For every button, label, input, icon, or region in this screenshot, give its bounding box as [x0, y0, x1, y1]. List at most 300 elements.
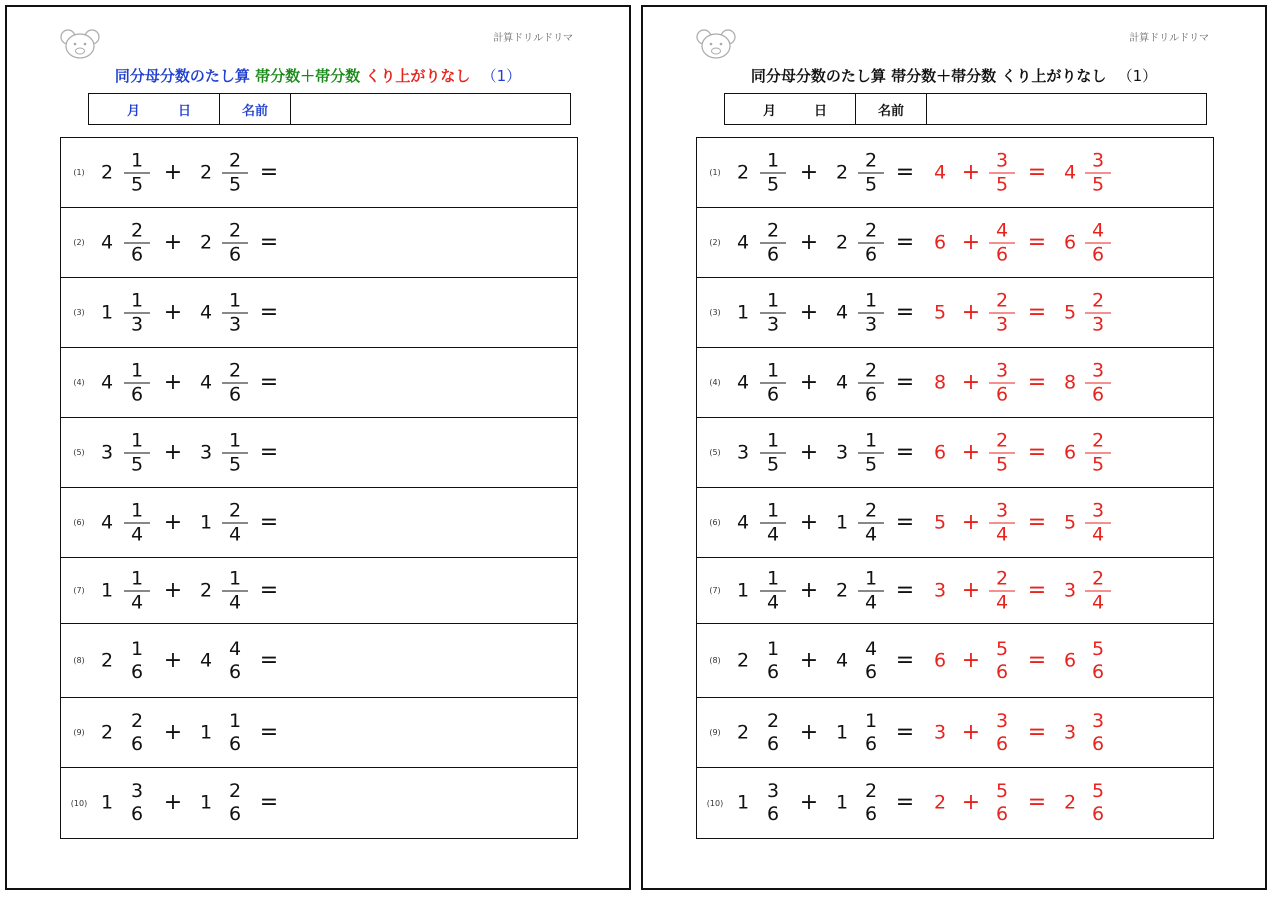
numerator: 1 [130, 637, 144, 660]
equals-sign: = [895, 299, 915, 325]
whole-1: 1 [100, 791, 114, 814]
brand-name: 計算ドリルドリマ [1129, 33, 1209, 44]
final-answer-whole: 5 [1063, 511, 1077, 533]
denominator: 5 [995, 173, 1009, 195]
equals-sign: = [259, 439, 279, 465]
fraction-2 [222, 501, 248, 544]
denominator: 3 [1091, 313, 1105, 335]
equals-sign: = [1027, 229, 1047, 255]
answer-row [697, 278, 1213, 348]
name-date-box [88, 93, 571, 125]
numerator: 1 [760, 431, 786, 453]
denominator: 6 [130, 732, 144, 755]
problem-number: (9) [709, 728, 721, 737]
plus-sign: + [961, 229, 981, 255]
denominator: 6 [864, 243, 878, 265]
numerator: 2 [858, 361, 884, 383]
numerator: 1 [222, 431, 248, 453]
date-cell [725, 94, 856, 124]
numerator: 2 [222, 361, 248, 383]
fraction-1 [124, 569, 150, 612]
name-field[interactable] [291, 94, 570, 124]
answer-row [697, 348, 1213, 418]
fraction-1 [124, 501, 150, 544]
numerator: 1 [766, 637, 780, 660]
numerator: 1 [760, 291, 786, 313]
fraction-2 [858, 637, 884, 683]
numerator: 5 [995, 780, 1009, 802]
fraction-1 [124, 291, 150, 334]
answer-fraction-sum [989, 709, 1015, 755]
fraction-2 [858, 291, 884, 334]
title-condition: くり上がりなし [1001, 67, 1107, 85]
problem-row [61, 278, 577, 348]
final-answer-whole: 2 [1063, 791, 1077, 814]
numerator: 1 [124, 569, 150, 591]
numerator: 1 [124, 431, 150, 453]
plus-sign: + [163, 719, 183, 745]
fraction-1 [124, 361, 150, 404]
plus-sign: + [799, 159, 819, 185]
numerator: 3 [995, 709, 1009, 732]
denominator: 5 [1091, 173, 1105, 195]
final-answer-fraction [1085, 431, 1111, 474]
denominator: 5 [995, 453, 1009, 475]
name-field[interactable] [927, 94, 1206, 124]
numerator: 2 [858, 501, 884, 523]
fraction-1 [124, 709, 150, 755]
worksheet-answers-page [641, 5, 1267, 890]
equals-sign: = [1027, 509, 1047, 535]
answer-whole-sum: 5 [933, 301, 947, 323]
answer-whole-sum: 6 [933, 649, 947, 671]
fraction-1 [124, 782, 150, 824]
fraction-1 [760, 501, 786, 544]
equals-sign: = [259, 229, 279, 255]
plus-sign: + [163, 439, 183, 465]
numerator: 3 [1085, 361, 1111, 383]
whole-2: 4 [835, 649, 849, 671]
problem-number: (6) [73, 518, 85, 527]
final-answer-fraction [1085, 291, 1111, 334]
problem-row [61, 488, 577, 558]
numerator: 1 [760, 569, 786, 591]
whole-2: 2 [199, 161, 213, 183]
denominator: 4 [228, 591, 242, 613]
numerator: 2 [222, 501, 248, 523]
problem-row [61, 348, 577, 418]
denominator: 4 [130, 591, 144, 613]
numerator: 1 [864, 709, 878, 732]
numerator: 4 [864, 637, 878, 660]
title-number: （1） [481, 67, 522, 85]
plus-sign: + [799, 509, 819, 535]
problem-row [61, 208, 577, 278]
equals-sign: = [1027, 719, 1047, 745]
denominator: 6 [766, 732, 780, 755]
whole-2: 2 [835, 579, 849, 601]
numerator: 3 [989, 501, 1015, 523]
whole-2: 4 [835, 371, 849, 393]
answer-fraction-sum [989, 361, 1015, 404]
denominator: 3 [130, 313, 144, 335]
equals-sign: = [1027, 647, 1047, 673]
denominator: 3 [995, 313, 1009, 335]
whole-2: 2 [835, 161, 849, 183]
plus-sign: + [163, 577, 183, 603]
problem-row [61, 418, 577, 488]
final-answer-whole: 6 [1063, 649, 1077, 671]
problem-number: (5) [73, 448, 85, 457]
final-answer-fraction [1085, 782, 1111, 824]
fraction-2 [858, 361, 884, 404]
whole-2: 1 [835, 721, 849, 743]
fraction-2 [222, 431, 248, 474]
answer-whole-sum: 6 [933, 231, 947, 253]
equals-sign: = [1027, 369, 1047, 395]
final-answer-fraction [1085, 709, 1111, 755]
numerator: 2 [222, 151, 248, 173]
name-label: 名前 [220, 94, 291, 124]
numerator: 1 [124, 151, 150, 173]
numerator: 2 [760, 221, 786, 243]
equals-sign: = [895, 159, 915, 185]
equals-sign: = [259, 299, 279, 325]
answer-fraction-sum [989, 782, 1015, 824]
whole-2: 2 [199, 579, 213, 601]
plus-sign: + [799, 229, 819, 255]
problem-number: (3) [73, 308, 85, 317]
whole-2: 4 [199, 649, 213, 671]
equals-sign: = [259, 577, 279, 603]
answer-list [696, 137, 1214, 839]
denominator: 4 [766, 591, 780, 613]
numerator: 3 [766, 780, 780, 802]
worksheet-problems-page [5, 5, 631, 890]
problem-number: (3) [709, 308, 721, 317]
numerator: 1 [858, 431, 884, 453]
answer-whole-sum: 2 [933, 791, 947, 814]
numerator: 1 [228, 709, 242, 732]
problem-number: (4) [709, 378, 721, 387]
answer-fraction-sum [989, 569, 1015, 612]
final-answer-fraction [1085, 637, 1111, 683]
whole-1: 4 [736, 231, 750, 253]
whole-1: 4 [100, 511, 114, 533]
fraction-2 [222, 151, 248, 194]
title-number: （1） [1117, 67, 1158, 85]
denominator: 4 [864, 523, 878, 545]
whole-2: 1 [199, 511, 213, 533]
plus-sign: + [799, 719, 819, 745]
numerator: 2 [989, 291, 1015, 313]
denominator: 6 [130, 243, 144, 265]
answer-whole-sum: 6 [933, 441, 947, 463]
final-answer-whole: 6 [1063, 231, 1077, 253]
whole-1: 2 [736, 721, 750, 743]
numerator: 2 [1085, 291, 1111, 313]
denominator: 6 [995, 660, 1009, 683]
whole-1: 1 [100, 579, 114, 601]
fraction-2 [222, 709, 248, 755]
plus-sign: + [799, 790, 819, 815]
bear-logo-icon [59, 27, 101, 61]
plus-sign: + [961, 509, 981, 535]
denominator: 6 [864, 732, 878, 755]
denominator: 4 [766, 523, 780, 545]
fraction-2 [222, 637, 248, 683]
title-topic: 同分母分数のたし算 [750, 67, 886, 85]
answer-row [697, 208, 1213, 278]
final-answer-whole: 6 [1063, 441, 1077, 463]
equals-sign: = [259, 509, 279, 535]
plus-sign: + [163, 509, 183, 535]
whole-2: 1 [835, 791, 849, 814]
numerator: 1 [124, 291, 150, 313]
problem-row [61, 624, 577, 698]
denominator: 4 [1091, 591, 1105, 613]
denominator: 6 [995, 803, 1009, 825]
final-answer-whole: 4 [1063, 161, 1077, 183]
answer-row [697, 558, 1213, 624]
numerator: 3 [989, 361, 1015, 383]
month-label: 月 [762, 103, 776, 119]
equals-sign: = [895, 577, 915, 603]
whole-2: 4 [199, 301, 213, 323]
numerator: 3 [989, 151, 1015, 173]
equals-sign: = [1027, 577, 1047, 603]
whole-1: 1 [736, 301, 750, 323]
fraction-2 [222, 221, 248, 264]
plus-sign: + [163, 369, 183, 395]
denominator: 6 [864, 803, 878, 825]
answer-row [697, 624, 1213, 698]
numerator: 2 [124, 221, 150, 243]
fraction-1 [124, 151, 150, 194]
denominator: 4 [1091, 523, 1105, 545]
whole-1: 4 [100, 231, 114, 253]
numerator: 3 [1085, 151, 1111, 173]
equals-sign: = [895, 790, 915, 815]
denominator: 6 [864, 383, 878, 405]
denominator: 4 [864, 591, 878, 613]
denominator: 6 [130, 383, 144, 405]
fraction-1 [760, 221, 786, 264]
name-label: 名前 [856, 94, 927, 124]
brand-name: 計算ドリルドリマ [493, 33, 573, 44]
problem-number: (10) [70, 798, 88, 808]
denominator: 6 [1091, 243, 1105, 265]
answer-row [697, 138, 1213, 208]
whole-2: 1 [199, 791, 213, 814]
equals-sign: = [259, 647, 279, 673]
answer-row [697, 768, 1213, 838]
numerator: 1 [760, 361, 786, 383]
denominator: 5 [864, 173, 878, 195]
denominator: 6 [228, 383, 242, 405]
equals-sign: = [895, 647, 915, 673]
numerator: 3 [1091, 709, 1105, 732]
numerator: 1 [124, 501, 150, 523]
denominator: 6 [1091, 803, 1105, 825]
whole-1: 3 [736, 441, 750, 463]
whole-1: 2 [100, 721, 114, 743]
denominator: 5 [766, 173, 780, 195]
final-answer-whole: 5 [1063, 301, 1077, 323]
plus-sign: + [961, 790, 981, 815]
fraction-2 [858, 221, 884, 264]
plus-sign: + [163, 299, 183, 325]
answer-whole-sum: 3 [933, 721, 947, 743]
fraction-2 [858, 782, 884, 824]
numerator: 1 [760, 501, 786, 523]
whole-2: 1 [835, 511, 849, 533]
denominator: 4 [995, 523, 1009, 545]
numerator: 2 [858, 221, 884, 243]
equals-sign: = [259, 719, 279, 745]
whole-2: 2 [835, 231, 849, 253]
fraction-2 [858, 501, 884, 544]
numerator: 2 [228, 780, 242, 802]
problem-number: (2) [73, 238, 85, 247]
equals-sign: = [1027, 159, 1047, 185]
final-answer-whole: 3 [1063, 579, 1077, 601]
problem-row [61, 138, 577, 208]
plus-sign: + [961, 369, 981, 395]
plus-sign: + [961, 647, 981, 673]
whole-1: 1 [736, 791, 750, 814]
whole-1: 3 [100, 441, 114, 463]
fraction-2 [222, 782, 248, 824]
whole-2: 4 [835, 301, 849, 323]
denominator: 5 [228, 453, 242, 475]
denominator: 4 [130, 523, 144, 545]
plus-sign: + [961, 719, 981, 745]
answer-row [697, 698, 1213, 768]
problem-number: (8) [709, 656, 721, 665]
numerator: 3 [130, 780, 144, 802]
denominator: 4 [995, 591, 1009, 613]
whole-2: 4 [199, 371, 213, 393]
fraction-1 [124, 431, 150, 474]
plus-sign: + [799, 647, 819, 673]
equals-sign: = [259, 159, 279, 185]
problem-number: (2) [709, 238, 721, 247]
final-answer-fraction [1085, 221, 1111, 264]
numerator: 1 [222, 569, 248, 591]
plus-sign: + [961, 299, 981, 325]
denominator: 5 [130, 173, 144, 195]
numerator: 5 [1091, 780, 1105, 802]
fraction-1 [760, 782, 786, 824]
problem-row [61, 698, 577, 768]
problem-number: (1) [73, 168, 85, 177]
problem-number: (1) [709, 168, 721, 177]
denominator: 6 [995, 383, 1009, 405]
fraction-1 [760, 291, 786, 334]
denominator: 6 [228, 660, 242, 683]
denominator: 6 [1091, 660, 1105, 683]
equals-sign: = [895, 369, 915, 395]
denominator: 3 [864, 313, 878, 335]
denominator: 5 [130, 453, 144, 475]
whole-1: 4 [736, 511, 750, 533]
denominator: 5 [228, 173, 242, 195]
equals-sign: = [1027, 439, 1047, 465]
equals-sign: = [895, 719, 915, 745]
denominator: 6 [995, 732, 1009, 755]
plus-sign: + [799, 439, 819, 465]
answer-whole-sum: 3 [933, 579, 947, 601]
numerator: 1 [124, 361, 150, 383]
equals-sign: = [1027, 790, 1047, 815]
fraction-1 [760, 431, 786, 474]
problem-number: (5) [709, 448, 721, 457]
denominator: 6 [864, 660, 878, 683]
fraction-1 [760, 361, 786, 404]
denominator: 6 [130, 660, 144, 683]
problem-number: (7) [73, 586, 85, 595]
equals-sign: = [895, 509, 915, 535]
denominator: 3 [228, 313, 242, 335]
numerator: 2 [989, 569, 1015, 591]
whole-1: 1 [100, 301, 114, 323]
title-type: 帯分数＋帯分数 [891, 67, 997, 85]
equals-sign: = [895, 229, 915, 255]
answer-fraction-sum [989, 501, 1015, 544]
denominator: 6 [1091, 732, 1105, 755]
name-date-box [724, 93, 1207, 125]
date-cell [89, 94, 220, 124]
fraction-2 [222, 569, 248, 612]
final-answer-fraction [1085, 501, 1111, 544]
answer-fraction-sum [989, 431, 1015, 474]
whole-1: 2 [736, 649, 750, 671]
plus-sign: + [961, 439, 981, 465]
fraction-1 [760, 569, 786, 612]
day-label: 日 [178, 103, 192, 119]
fraction-2 [222, 291, 248, 334]
numerator: 5 [995, 637, 1009, 660]
worksheet-title [643, 65, 1265, 86]
whole-1: 2 [100, 649, 114, 671]
fraction-2 [222, 361, 248, 404]
denominator: 6 [766, 660, 780, 683]
equals-sign: = [1027, 299, 1047, 325]
month-label: 月 [126, 103, 140, 119]
denominator: 6 [766, 383, 780, 405]
whole-2: 3 [835, 441, 849, 463]
numerator: 2 [989, 431, 1015, 453]
whole-1: 2 [100, 161, 114, 183]
numerator: 2 [222, 221, 248, 243]
numerator: 1 [760, 151, 786, 173]
denominator: 5 [1091, 453, 1105, 475]
numerator: 5 [1091, 637, 1105, 660]
whole-2: 3 [199, 441, 213, 463]
plus-sign: + [163, 647, 183, 673]
bear-logo-icon [695, 27, 737, 61]
fraction-2 [858, 569, 884, 612]
day-label: 日 [814, 103, 828, 119]
fraction-1 [124, 221, 150, 264]
final-answer-fraction [1085, 151, 1111, 194]
whole-2: 1 [199, 721, 213, 743]
denominator: 3 [766, 313, 780, 335]
numerator: 2 [1085, 431, 1111, 453]
plus-sign: + [163, 790, 183, 815]
final-answer-fraction [1085, 361, 1111, 404]
